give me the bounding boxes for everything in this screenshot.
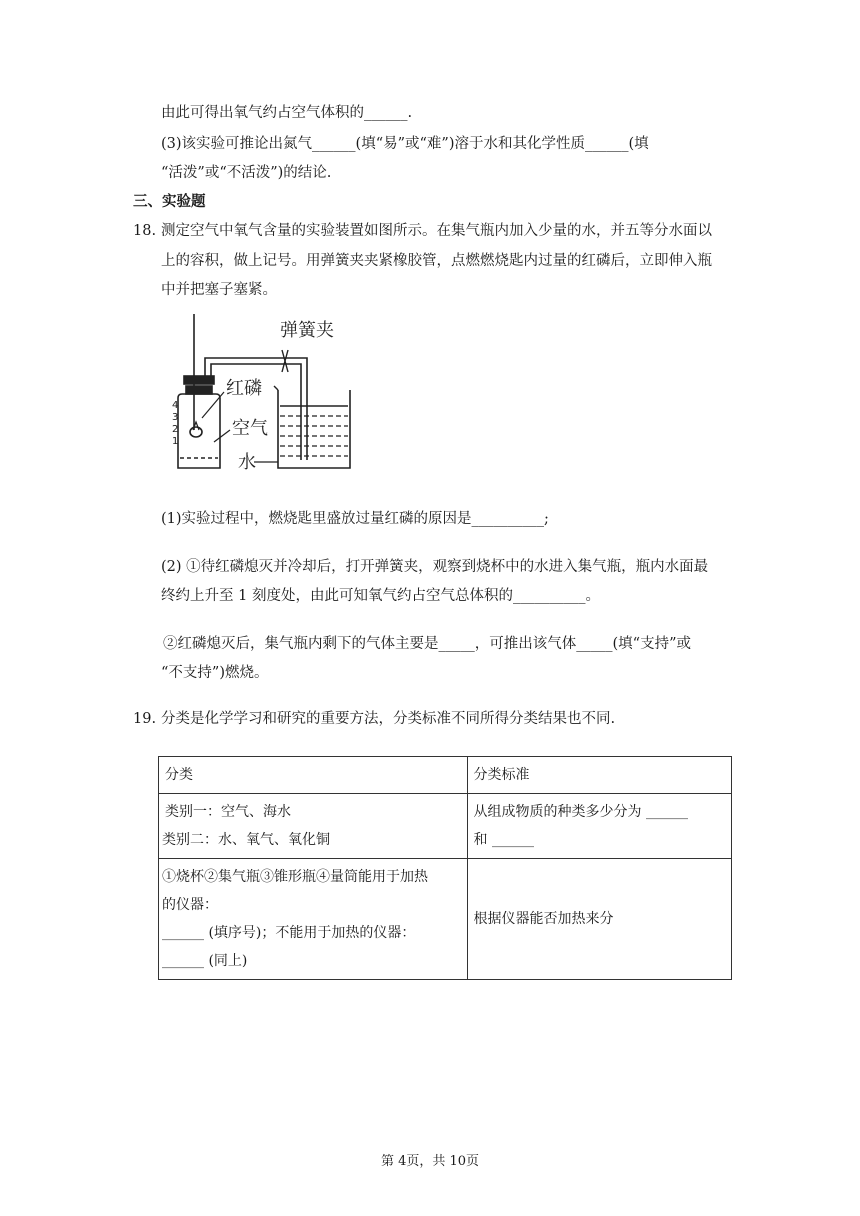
- cell-line: 类别一：空气、海水: [165, 804, 291, 820]
- cell-line: 从组成物质的种类多少分为 ______: [473, 804, 688, 820]
- table-cell: [159, 859, 468, 980]
- scale-mark: 4: [172, 400, 179, 411]
- classification-table: [158, 756, 732, 980]
- label-water: 水: [238, 452, 256, 470]
- sub-question: (2) ①待红磷熄灭并冷却后，打开弹簧夹，观察到烧杯中的水进入集气瓶，瓶内水面最: [161, 559, 709, 575]
- question-stem-line: 上的容积，做上记号。用弹簧夹夹紧橡胶管，点燃燃烧匙内过量的红磷后，立即伸入瓶: [161, 253, 712, 269]
- text-line: (3)该实验可推论出氮气______(填“易”或“难”)溶于水和其化学性质______(填: [161, 136, 649, 152]
- text-line: 由此可得出氧气约占空气体积的______.: [161, 105, 413, 121]
- question-number: 19.: [133, 711, 157, 727]
- table-header-cell: 分类标准: [467, 757, 731, 794]
- table-cell: 根据仪器能否加热来分: [467, 859, 731, 980]
- label-spring-clip: 弹簧夹: [280, 320, 334, 341]
- question-stem-line: 测定空气中氧气含量的实验装置如图所示。在集气瓶内加入少量的水，并五等分水面以: [161, 223, 712, 239]
- stopper-bottom: [186, 386, 212, 394]
- cell-line: ______ (同上): [162, 953, 248, 969]
- label-air: 空气: [232, 418, 268, 439]
- question-stem-line: 中并把塞子塞紧。: [161, 282, 277, 298]
- cell-line: ______ (填序号)；不能用于加热的仪器：: [162, 925, 416, 941]
- table-cell: [159, 794, 468, 859]
- combustion-spoon: [190, 427, 202, 437]
- scale-mark: 1: [172, 436, 179, 447]
- sub-question: 终约上升至 1 刻度处，由此可知氧气约占空气总体积的__________。: [161, 588, 600, 604]
- scale-mark: 3: [172, 412, 179, 423]
- section-heading: 三、实验题: [133, 194, 206, 210]
- page-footer: 第 4页，共 10页: [380, 1154, 480, 1169]
- cell-line: 类别二：水、氧气、氧化铜: [162, 832, 330, 848]
- cell-line: ①烧杯②集气瓶③锥形瓶④量筒能用于加热: [162, 869, 428, 885]
- table-row: [159, 794, 732, 859]
- table-cell: [467, 794, 731, 859]
- table-header-cell: 分类: [159, 757, 468, 794]
- sub-question: ②红磷熄灭后，集气瓶内剩下的气体主要是_____，可推出该气体_____(填“支持”或: [163, 636, 691, 652]
- question-number: 18.: [133, 223, 157, 239]
- text-line: “活泼”或“不活泼”)的结论.: [161, 165, 332, 181]
- cell-line: 和 ______: [473, 832, 534, 848]
- table-row: [159, 859, 732, 980]
- question-stem-line: 分类是化学学习和研究的重要方法，分类标准不同所得分类结果也不同.: [161, 711, 616, 727]
- label-red-phosphorus: 红磷: [226, 378, 262, 399]
- scale-mark: 2: [172, 424, 179, 435]
- stopper-top: [184, 376, 214, 384]
- experiment-apparatus-figure: [160, 310, 360, 470]
- sub-question: “不支持”)燃烧。: [161, 665, 269, 681]
- sub-question: (1)实验过程中，燃烧匙里盛放过量红磷的原因是__________;: [161, 511, 549, 527]
- table-header-row: [159, 757, 732, 794]
- cell-line: 的仪器：: [162, 897, 218, 913]
